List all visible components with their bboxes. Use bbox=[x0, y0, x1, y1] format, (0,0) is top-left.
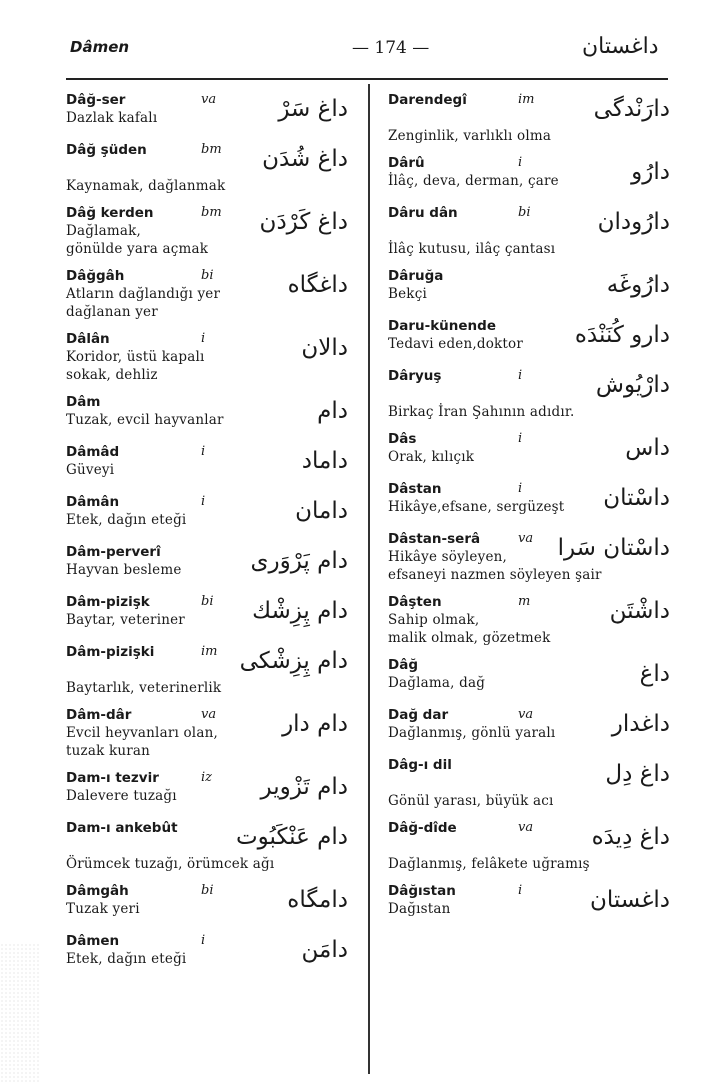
dictionary-entry bbox=[66, 933, 350, 973]
entry-definition-line: gönülde yara açmak bbox=[66, 241, 209, 257]
entry-definition-line: Tuzak, evcil hayvanlar bbox=[66, 412, 224, 428]
entry-headword: Dâryuş bbox=[388, 368, 442, 384]
entry-headword: Dâğ-ser bbox=[66, 92, 126, 108]
dictionary-entry bbox=[66, 268, 350, 321]
entry-arabic-script: دامان bbox=[295, 498, 348, 524]
entry-part-of-speech: va bbox=[518, 707, 534, 722]
running-head-right-arabic: داغستان bbox=[582, 34, 659, 59]
entry-definition-line: Koridor, üstü kapalı bbox=[66, 349, 205, 365]
entry-headword: Dâğ şüden bbox=[66, 142, 147, 158]
entry-arabic-script: دام تَزْوير bbox=[260, 774, 348, 800]
entry-definition-line: Hayvan besleme bbox=[66, 562, 182, 578]
dictionary-entry bbox=[388, 155, 672, 195]
entry-definition-line: Baytarlık, veterinerlik bbox=[66, 680, 222, 696]
entry-arabic-script: دارَنْدگى bbox=[593, 96, 670, 122]
column-divider bbox=[368, 84, 370, 1074]
entry-definition-line: Dalevere tuzağı bbox=[66, 788, 177, 804]
entry-arabic-script: دارُو bbox=[631, 159, 670, 185]
entry-headword: Dâg-ı dil bbox=[388, 757, 452, 773]
entry-definition-line: Hikâye,efsane, sergüzeşt bbox=[388, 499, 565, 515]
entry-arabic-script: داماد bbox=[301, 448, 348, 474]
entry-arabic-script: داس bbox=[625, 435, 670, 461]
entry-arabic-script: دام پَرْوَرى bbox=[250, 548, 348, 574]
entry-headword: Dâlân bbox=[66, 331, 110, 347]
entry-headword: Dâğ-dîde bbox=[388, 820, 457, 836]
entry-part-of-speech: i bbox=[518, 481, 523, 496]
entry-definition-line: Etek, dağın eteği bbox=[66, 951, 187, 967]
entry-part-of-speech: i bbox=[518, 155, 523, 170]
entry-arabic-script: داغ كَرْدَن bbox=[259, 209, 348, 235]
entry-definition-line: Örümcek tuzağı, örümcek ağı bbox=[66, 856, 275, 872]
entry-arabic-script: داغ شُدَن bbox=[262, 146, 348, 172]
entry-definition-line: Kaynamak, dağlanmak bbox=[66, 178, 226, 194]
entry-arabic-script: داغ دِل bbox=[605, 761, 670, 787]
right-column bbox=[388, 92, 672, 933]
entry-headword: Dâşten bbox=[388, 594, 442, 610]
dictionary-entry bbox=[388, 268, 672, 308]
entry-headword: Dam-ı tezvir bbox=[66, 770, 159, 786]
entry-arabic-script: دارُوغَه bbox=[606, 272, 670, 298]
dictionary-entry bbox=[66, 594, 350, 634]
entry-definition-line: Dağlama, dağ bbox=[388, 675, 486, 691]
entry-part-of-speech: iz bbox=[201, 770, 213, 785]
entry-definition-line: Dazlak kafalı bbox=[66, 110, 158, 126]
entry-definition-line: Güveyi bbox=[66, 462, 115, 478]
dictionary-entry bbox=[388, 657, 672, 697]
entry-headword: Dâm-pizişk bbox=[66, 594, 150, 610]
entry-arabic-script: داغ سَرْ bbox=[278, 96, 348, 122]
entry-arabic-script: داغ bbox=[639, 661, 670, 687]
entry-definition-line: Tuzak yeri bbox=[66, 901, 140, 917]
dictionary-entry bbox=[388, 707, 672, 747]
dictionary-entry bbox=[66, 644, 350, 697]
entry-definition-line: Dağlanmış, felâkete uğramış bbox=[388, 856, 590, 872]
dictionary-entry bbox=[66, 331, 350, 384]
entry-arabic-script: دام دار bbox=[282, 711, 348, 737]
entry-definition-line: Dağlanmış, gönlü yaralı bbox=[388, 725, 556, 741]
entry-arabic-script: دام پِزِشْك bbox=[252, 598, 348, 624]
dictionary-entry bbox=[388, 318, 672, 358]
entry-headword: Darendegî bbox=[388, 92, 467, 108]
dictionary-entry bbox=[388, 92, 672, 145]
entry-headword: Dâmgâh bbox=[66, 883, 129, 899]
entry-arabic-script: دامَن bbox=[301, 937, 348, 963]
dictionary-entry bbox=[66, 142, 350, 195]
entry-definition-line: Tedavi eden,doktor bbox=[388, 336, 524, 352]
entry-headword: Dâruğa bbox=[388, 268, 444, 284]
entry-headword: Dâm bbox=[66, 394, 101, 410]
entry-definition-line: sokak, dehliz bbox=[66, 367, 158, 383]
entry-definition-line: Atların dağlandığı yer bbox=[66, 286, 221, 302]
entry-arabic-script: دام عَنْكَبُوت bbox=[235, 824, 348, 850]
dictionary-entry bbox=[388, 757, 672, 810]
entry-headword: Dâs bbox=[388, 431, 417, 447]
entry-arabic-script: داغدار bbox=[611, 711, 670, 737]
entry-part-of-speech: i bbox=[201, 331, 206, 346]
entry-definition-line: Etek, dağın eteği bbox=[66, 512, 187, 528]
left-column bbox=[66, 92, 350, 983]
entry-definition-line bbox=[388, 774, 598, 792]
scan-noise bbox=[0, 943, 40, 1083]
entry-part-of-speech: i bbox=[518, 431, 523, 446]
entry-definition-line bbox=[388, 109, 598, 127]
entry-definition-line: Evcil heyvanları olan, bbox=[66, 725, 218, 741]
entry-part-of-speech: bi bbox=[201, 268, 214, 283]
entry-definition-line: Baytar, veteriner bbox=[66, 612, 185, 628]
dictionary-entry bbox=[66, 92, 350, 132]
entry-part-of-speech: i bbox=[518, 883, 523, 898]
entry-headword: Dâğıstan bbox=[388, 883, 456, 899]
entry-arabic-script: دارْيُوش bbox=[595, 372, 670, 398]
entry-part-of-speech: va bbox=[201, 92, 217, 107]
entry-part-of-speech: m bbox=[518, 594, 531, 609]
dictionary-entry bbox=[388, 594, 672, 647]
entry-arabic-script: دارُودان bbox=[597, 209, 670, 235]
entry-part-of-speech: i bbox=[201, 933, 206, 948]
entry-arabic-script: داغگاه bbox=[287, 272, 348, 298]
entry-part-of-speech: va bbox=[518, 820, 534, 835]
entry-definition-line: Birkaç İran Şahının adıdır. bbox=[388, 404, 575, 420]
entry-definition-line: İlâç kutusu, ilâç çantası bbox=[388, 241, 556, 257]
entry-arabic-script: دام پِزِشْكى bbox=[239, 648, 348, 674]
entry-arabic-script: داغستان bbox=[589, 887, 670, 913]
entry-headword: Dâru dân bbox=[388, 205, 458, 221]
header-rule bbox=[66, 78, 668, 80]
dictionary-entry bbox=[66, 820, 350, 873]
entry-arabic-script: دالان bbox=[301, 335, 348, 361]
dictionary-entry bbox=[388, 431, 672, 471]
entry-definition-line: malik olmak, gözetmek bbox=[388, 630, 551, 646]
entry-headword: Dâğgâh bbox=[66, 268, 125, 284]
entry-headword: Dâstan-serâ bbox=[388, 531, 481, 547]
entry-headword: Dâmân bbox=[66, 494, 120, 510]
entry-part-of-speech: i bbox=[201, 444, 206, 459]
entry-headword: Dam-ı ankebût bbox=[66, 820, 178, 836]
entry-definition-line: Sahip olmak, bbox=[388, 612, 480, 628]
dictionary-entry bbox=[66, 205, 350, 258]
entry-definition-line bbox=[388, 385, 598, 403]
entry-part-of-speech: bi bbox=[201, 883, 214, 898]
entry-arabic-script: داسْتان سَرا bbox=[557, 535, 670, 561]
entry-definition-line: Orak, kılıçık bbox=[388, 449, 475, 465]
entry-arabic-script: داسْتان bbox=[603, 485, 670, 511]
entry-definition-line: efsaneyi nazmen söyleyen şair bbox=[388, 567, 602, 583]
entry-headword: Dâm-dâr bbox=[66, 707, 132, 723]
entry-headword: Daru-künende bbox=[388, 318, 496, 334]
entry-definition-line: Dağıstan bbox=[388, 901, 451, 917]
dictionary-entry bbox=[66, 394, 350, 434]
entry-headword: Dâmen bbox=[66, 933, 120, 949]
entry-headword: Dâm-pizişki bbox=[66, 644, 155, 660]
entry-part-of-speech: im bbox=[518, 92, 535, 107]
entry-definition-line: tuzak kuran bbox=[66, 743, 151, 759]
entry-arabic-script: دامگاه bbox=[287, 887, 348, 913]
running-head-left: Dâmen bbox=[70, 38, 130, 56]
entry-definition-line: dağlanan yer bbox=[66, 304, 158, 320]
entry-part-of-speech: i bbox=[201, 494, 206, 509]
dictionary-entry bbox=[66, 444, 350, 484]
entry-part-of-speech: bm bbox=[201, 142, 222, 157]
entry-part-of-speech: bi bbox=[201, 594, 214, 609]
entry-definition-line: Zenginlik, varlıklı olma bbox=[388, 128, 552, 144]
entry-definition-line: Gönül yarası, büyük acı bbox=[388, 793, 554, 809]
dictionary-entry bbox=[388, 205, 672, 258]
dictionary-entry bbox=[388, 531, 672, 584]
entry-definition-line: Dağlamak, bbox=[66, 223, 142, 239]
dictionary-entry bbox=[388, 820, 672, 873]
entry-headword: Dâğ kerden bbox=[66, 205, 154, 221]
dictionary-entry bbox=[66, 883, 350, 923]
dictionary-entry bbox=[388, 883, 672, 923]
entry-part-of-speech: im bbox=[201, 644, 218, 659]
entry-definition-line bbox=[388, 222, 598, 240]
entry-headword: Dârû bbox=[388, 155, 425, 171]
entry-definition-line bbox=[66, 159, 276, 177]
entry-part-of-speech: i bbox=[518, 368, 523, 383]
entry-part-of-speech: va bbox=[201, 707, 217, 722]
entry-definition-line: Bekçi bbox=[388, 286, 427, 302]
entry-definition-line bbox=[388, 837, 598, 855]
dictionary-entry bbox=[66, 770, 350, 810]
dictionary-entry bbox=[388, 368, 672, 421]
dictionary-entry bbox=[388, 481, 672, 521]
entry-headword: Dâstan bbox=[388, 481, 442, 497]
entry-headword: Dağ dar bbox=[388, 707, 449, 723]
page-number: — 174 — bbox=[352, 38, 430, 58]
entry-headword: Dâm-perverî bbox=[66, 544, 161, 560]
entry-part-of-speech: va bbox=[518, 531, 534, 546]
dictionary-entry bbox=[66, 707, 350, 760]
entry-definition-line: İlâç, deva, derman, çare bbox=[388, 173, 559, 189]
entry-part-of-speech: bi bbox=[518, 205, 531, 220]
dictionary-entry bbox=[66, 544, 350, 584]
entry-headword: Dâmâd bbox=[66, 444, 120, 460]
entry-definition-line: Hikâye söyleyen, bbox=[388, 549, 508, 565]
entry-arabic-script: دام bbox=[317, 398, 348, 424]
entry-headword: Dâğ bbox=[388, 657, 418, 673]
entry-part-of-speech: bm bbox=[201, 205, 222, 220]
entry-arabic-script: دارو كُنَنْدَه bbox=[574, 322, 670, 348]
entry-arabic-script: داغ دِيدَه bbox=[591, 824, 670, 850]
entry-arabic-script: داشْتَن bbox=[609, 598, 670, 624]
dictionary-entry bbox=[66, 494, 350, 534]
